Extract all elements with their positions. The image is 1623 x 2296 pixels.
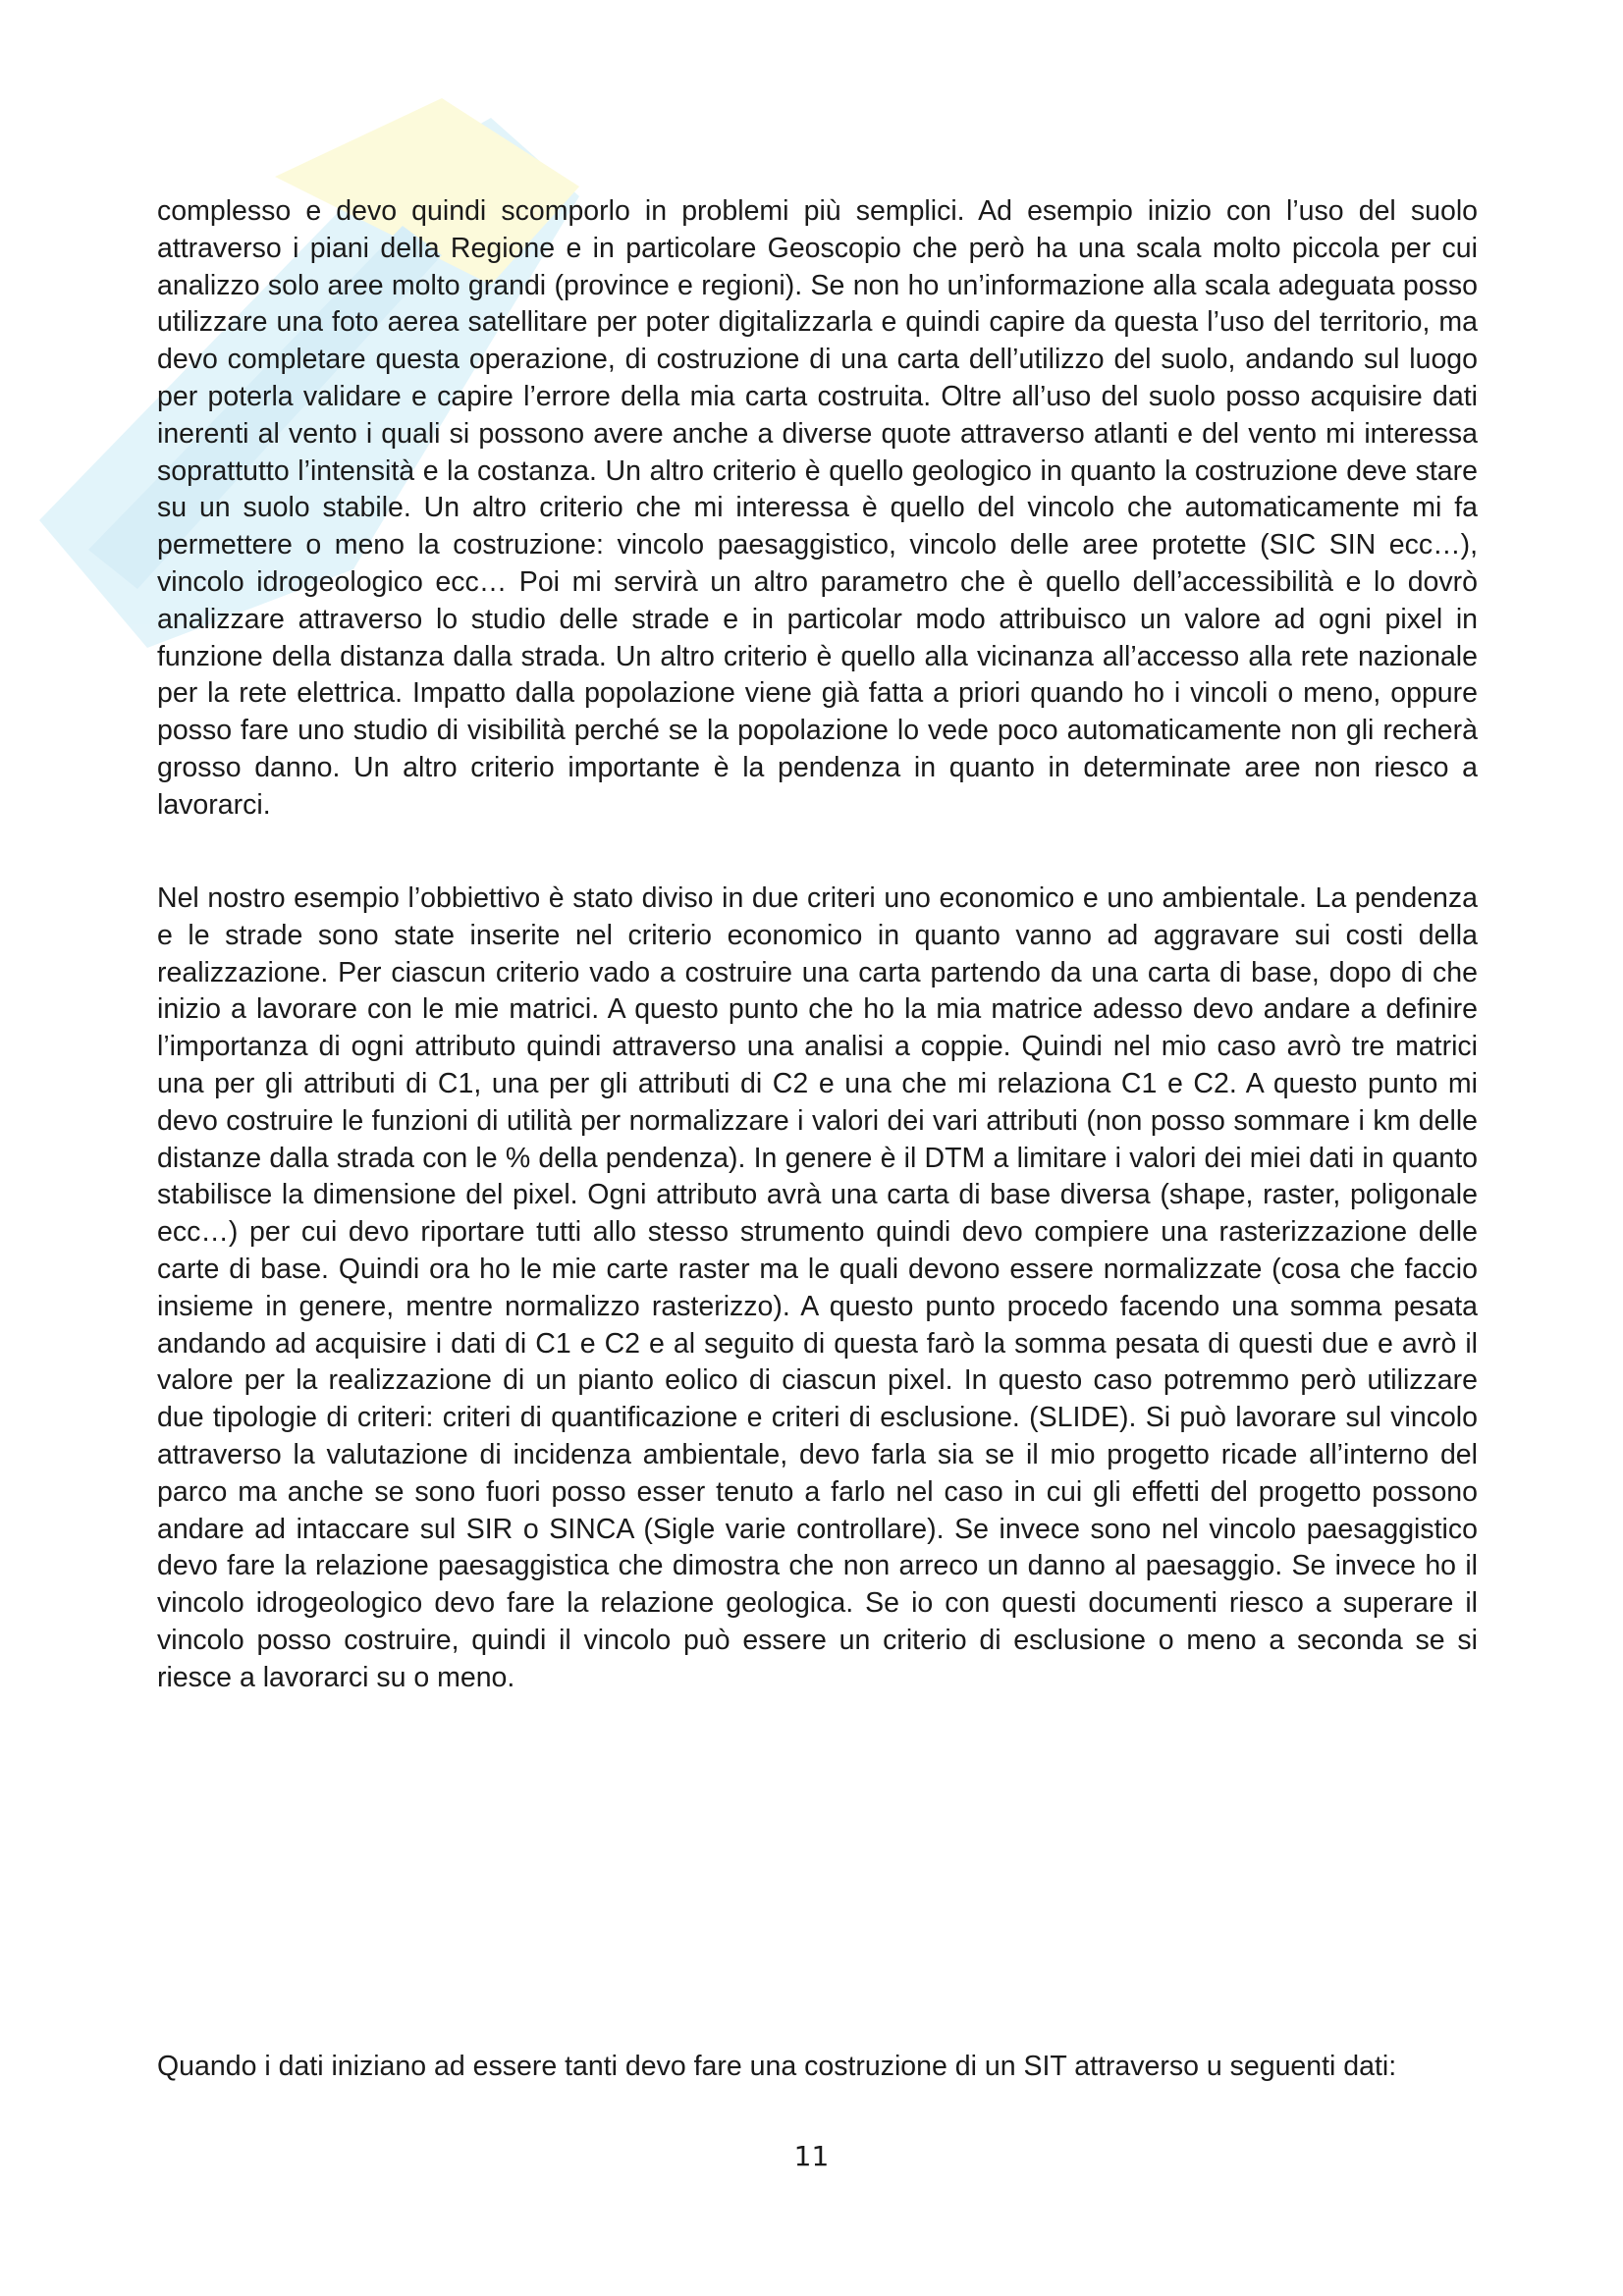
paragraph-2: Nel nostro esempio l’obbiettivo è stato diviso in due criteri uno economico e uno ambientale. La pendenza e le strade sono state inserite nel criterio economico in quanto vanno ad aggravare sui costi della realizzazione. Per ciascun criterio vado a costruire una carta partendo da una carta di base, dopo di che inizio a lavorare con le mie matrici. A questo punto che ho la mia matrice adesso devo andare a definire l’importanza di ogni attributo quindi attraverso una analisi a coppie. Quindi nel mio caso avrò tre matrici una per gli attributi di C1, una per gli attributi di C2 e una che mi relaziona C1 e C2. A questo punto mi devo costruire le funzioni di utilità per normalizzare i valori dei vari attributi (non posso sommare i km delle distanze dalla strada con le % della pendenza). In genere è il DTM a limitare i valori dei miei dati in quanto stabilisce la dimensione del pixel. Ogni attributo avrà una carta di base diversa (shape, raster, poligonale ecc…) per cui devo riportare tutti allo stesso strumento quindi devo compiere una rasterizzazione delle carte di base. Quindi ora ho le mie carte raster ma le quali devono essere normalizzate (cosa che faccio insieme in genere, mentre normalizzo rasterizzo). A questo punto procedo facendo una somma pesata andando ad acquisire i dati di C1 e C2 e al seguito di questa farò la somma pesata di questi due e avrò il valore per la realizzazione di un pianto eolico di ciascun pixel. In questo caso potremmo però utilizzare due tipologie di criteri: criteri di quantificazione e criteri di esclusione. (SLIDE). Si può lavorare sul vincolo attraverso la valutazione di incidenza ambientale, devo farla sia se il mio progetto ricade all’interno del parco ma anche se sono fuori posso esser tenuto a farlo nel caso in cui gli effetti del progetto possono andare ad intaccare sul SIR o SINCA (Sigle varie controllare). Se invece sono nel vincolo paesaggistico devo fare la relazione paesaggistica che dimostra che non arreco un danno al paesaggio. Se invece ho il vincolo idrogeologico devo fare la relazione geologica. Se io con questi documenti riesco a superare il vincolo posso costruire, quindi il vincolo può essere un criterio di esclusione o meno a seconda se si riesce a lavorarci su o meno. [157,882,1478,1693]
paragraph-1: complesso e devo quindi scomporlo in problemi più semplici. Ad esempio inizio con l’uso del suolo attraverso i piani della Regione e in particolare Geoscopio che però ha una scala molto piccola per cui analizzo solo aree molto grandi (province e regioni). Se non ho un’informazione alla scala adeguata posso utilizzare una foto aerea satellitare per poter digitalizzarla e quindi capire da questa l’uso del territorio, ma devo completare questa operazione, di costruzione di una carta dell’utilizzo del suolo, andando sul luogo per poterla validare e capire l’errore della mia carta costruita. Oltre all’uso del suolo posso acquisire dati inerenti al vento i quali si possono avere anche a diverse quote attraverso atlanti e del vento mi interessa soprattutto l’intensità e la costanza. Un altro criterio è quello geologico in quanto la costruzione deve stare su un suolo stabile. Un altro criterio che mi interessa è quello del vincolo che automaticamente mi fa permettere o meno la costruzione: vincolo paesaggistico, vincolo delle aree protette (SIC SIN ecc…), vincolo idrogeologico ecc… Poi mi servirà un altro parametro che è quello dell’accessibilità e lo dovrò analizzare attraverso lo studio delle strade e in particolar modo attribuisco un valore ad ogni pixel in funzione della distanza dalla strada. Un altro criterio è quello alla vicinanza all’accesso alla rete nazionale per la rete elettrica. Impatto dalla popolazione viene già fatta a priori quando ho i vincoli o meno, oppure posso fare uno studio di visibilità perché se la popolazione lo vede poco automaticamente non gli recherà grosso danno. Un altro criterio importante è la pendenza in quanto in determinate aree non riesco a lavorarci. [157,195,1478,821]
page-number: 11 [793,2140,830,2172]
paragraph-3: Quando i dati iniziano ad essere tanti devo fare una costruzione di un SIT attraverso u seguenti dati: [157,2051,1397,2082]
